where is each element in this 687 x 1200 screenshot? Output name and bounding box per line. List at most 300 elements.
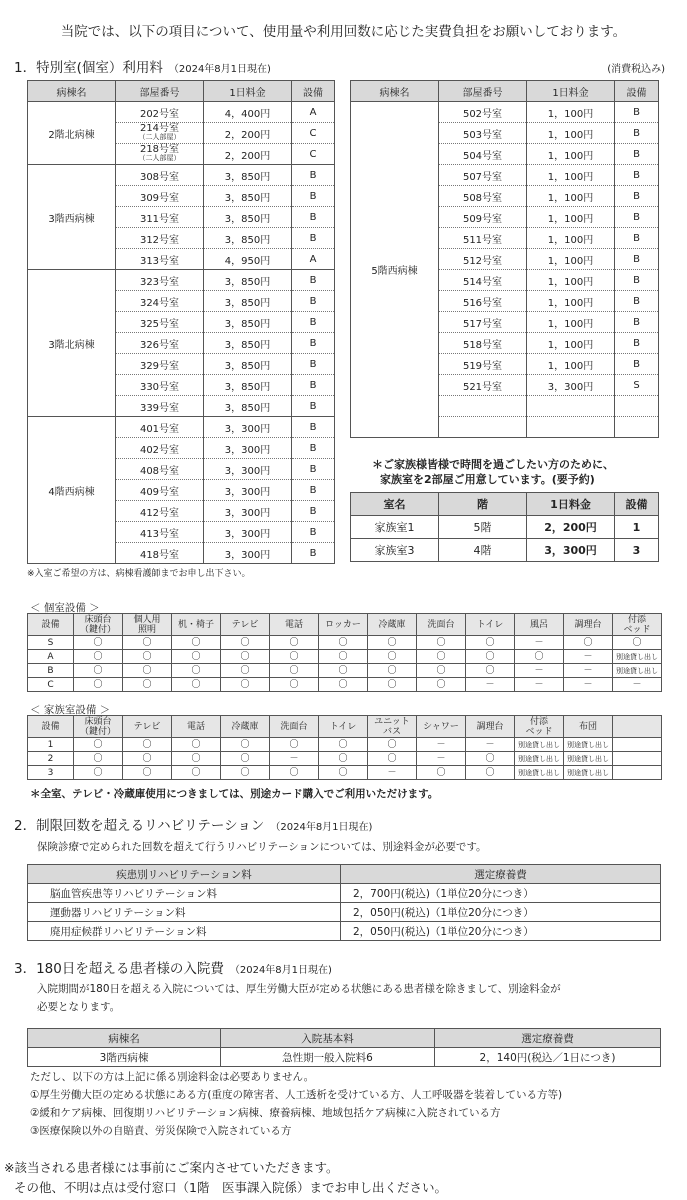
table-cell: 3 xyxy=(615,539,659,562)
room-number xyxy=(439,396,527,417)
table-cell: 〇 xyxy=(270,766,319,780)
table-cell: 〇 xyxy=(221,650,270,664)
daily-fee: 3，300円 xyxy=(204,417,292,438)
section3-desc-line1: 入院期間が180日を超える入院については、厚生労働大臣が定める状態にある患者様を除きまして、別途料金が xyxy=(37,983,561,995)
column-header: 病棟名 xyxy=(28,81,116,102)
equipment-grade: B xyxy=(292,417,335,438)
room-number-text: 214号室 xyxy=(139,123,180,134)
daily-fee: 1，100円 xyxy=(527,123,615,144)
private-equipment-table xyxy=(27,613,662,692)
column-header: 洗面台 xyxy=(417,614,466,636)
column-header: 個人用 照明 xyxy=(123,614,172,636)
room-number: 325号室 xyxy=(116,312,204,333)
room-number: 401号室 xyxy=(116,417,204,438)
column-header: ロッカー xyxy=(319,614,368,636)
table-cell: 家族室1 xyxy=(351,516,439,539)
table-row xyxy=(28,417,335,438)
column-header: 設備 xyxy=(28,716,74,738)
column-header: 選定療養費 xyxy=(341,865,661,884)
room-number: 323号室 xyxy=(116,270,204,291)
room-number: 329号室 xyxy=(116,354,204,375)
table-cell: A xyxy=(28,650,74,664)
equipment-grade: B xyxy=(292,459,335,480)
room-number: 504号室 xyxy=(439,144,527,165)
equipment-grade: B xyxy=(292,228,335,249)
table-cell: 2，200円 xyxy=(527,516,615,539)
room-number: 409号室 xyxy=(116,480,204,501)
column-header: 疾患別リハビリテーション料 xyxy=(28,865,341,884)
section3-desc-line2: 必要となります。 xyxy=(37,1001,121,1013)
column-header: テレビ xyxy=(221,614,270,636)
table-row xyxy=(351,539,659,562)
rehab-fee: 2，050円(税込)（1単位20分につき） xyxy=(341,903,661,922)
equipment-grade: S xyxy=(615,375,659,396)
ward-name: 3階北病棟 xyxy=(28,270,116,417)
table-cell: 5階 xyxy=(439,516,527,539)
table-cell: － xyxy=(270,752,319,766)
equipment-grade: B xyxy=(615,312,659,333)
table-cell: 〇 xyxy=(368,650,417,664)
daily-fee: 1，100円 xyxy=(527,228,615,249)
table-row xyxy=(351,516,659,539)
table-cell: 別途貸し出し xyxy=(564,752,613,766)
table-cell: 〇 xyxy=(172,738,221,752)
table-cell: 〇 xyxy=(123,678,172,692)
section1-heading xyxy=(14,56,271,76)
table-row xyxy=(28,678,662,692)
room-number: 518号室 xyxy=(439,333,527,354)
table-cell: 〇 xyxy=(319,678,368,692)
daily-fee: 3，850円 xyxy=(204,396,292,417)
table-cell: 〇 xyxy=(417,650,466,664)
section2-description: 保険診療で定められた回数を超えて行うリハビリテーションについては、別途料金が必要です。 xyxy=(37,841,487,853)
section3-heading xyxy=(14,957,332,977)
table-cell: 〇 xyxy=(368,752,417,766)
room-number: 521号室 xyxy=(439,375,527,396)
table-cell: 〇 xyxy=(221,636,270,650)
rehab-fee-table xyxy=(27,864,661,941)
room-fee-table-left xyxy=(27,80,335,564)
section3-description xyxy=(37,980,561,1016)
rehab-fee: 2，050円(税込)（1単位20分につき） xyxy=(341,922,661,941)
equipment-grade: B xyxy=(615,186,659,207)
equipment-grade: C xyxy=(292,144,335,165)
room-number: 311号室 xyxy=(116,207,204,228)
table-cell: 家族室3 xyxy=(351,539,439,562)
equipment-grade: B xyxy=(292,543,335,564)
condition-intro: ただし、以下の方は上記に係る別途料金は必要ありません。 xyxy=(30,1071,315,1083)
column-header: 電話 xyxy=(172,716,221,738)
table-cell: － xyxy=(613,678,662,692)
family-room-note xyxy=(372,457,614,487)
table-cell: 〇 xyxy=(319,650,368,664)
daily-fee: 4，950円 xyxy=(204,249,292,270)
family-note-line1: ＊ご家族様皆様で時間を過ごしたい方のために、 xyxy=(372,458,614,471)
equipment-grade: B xyxy=(615,144,659,165)
equipment-grade: B xyxy=(292,396,335,417)
equipment-grade: B xyxy=(292,165,335,186)
room-number: 508号室 xyxy=(439,186,527,207)
room-number: 312号室 xyxy=(116,228,204,249)
daily-fee: 1，100円 xyxy=(527,270,615,291)
daily-fee: 1，100円 xyxy=(527,249,615,270)
column-header: 部屋番号 xyxy=(116,81,204,102)
table-cell: 〇 xyxy=(368,678,417,692)
daily-fee: 3，300円 xyxy=(204,501,292,522)
footer-line1: ※該当される患者様には事前にご案内させていただきます。 xyxy=(4,1160,339,1175)
table-cell: － xyxy=(466,738,515,752)
table-cell: － xyxy=(417,752,466,766)
table-cell: 3階西病棟 xyxy=(28,1048,221,1067)
daily-fee: 3，300円 xyxy=(527,375,615,396)
table-cell: 〇 xyxy=(74,752,123,766)
column-header: 机・椅子 xyxy=(172,614,221,636)
daily-fee: 1，100円 xyxy=(527,333,615,354)
table-cell: 〇 xyxy=(466,650,515,664)
table-cell: 〇 xyxy=(172,636,221,650)
ward-name: 2階北病棟 xyxy=(28,102,116,165)
daily-fee: 3，850円 xyxy=(204,333,292,354)
room-number: 408号室 xyxy=(116,459,204,480)
rehab-type: 廃用症候群リハビリテーション料 xyxy=(28,922,341,941)
table-cell: 〇 xyxy=(368,664,417,678)
column-header: 設備 xyxy=(292,81,335,102)
daily-fee: 3，850円 xyxy=(204,186,292,207)
table-row xyxy=(28,102,335,123)
table-cell: 〇 xyxy=(172,664,221,678)
table-cell xyxy=(613,752,662,766)
daily-fee xyxy=(527,396,615,417)
table-cell: 急性期一般入院料6 xyxy=(221,1048,435,1067)
column-header: 風呂 xyxy=(515,614,564,636)
daily-fee: 1，100円 xyxy=(527,102,615,123)
table-row xyxy=(28,903,661,922)
daily-fee: 4，400円 xyxy=(204,102,292,123)
equipment-grade: B xyxy=(292,186,335,207)
table-cell: 別途貸し出し xyxy=(515,766,564,780)
table-cell: 〇 xyxy=(564,636,613,650)
table-cell: 〇 xyxy=(74,678,123,692)
column-header: 冷蔵庫 xyxy=(221,716,270,738)
table-cell: 〇 xyxy=(221,766,270,780)
equipment-grade xyxy=(615,417,659,438)
table-cell: 1 xyxy=(28,738,74,752)
table-row xyxy=(28,650,662,664)
table-cell: 別途貸し出し xyxy=(564,766,613,780)
equipment-grade: B xyxy=(615,102,659,123)
equipment-grade: B xyxy=(292,270,335,291)
room-number xyxy=(439,417,527,438)
table-cell: 〇 xyxy=(74,664,123,678)
table-row xyxy=(28,752,662,766)
table-cell: 〇 xyxy=(466,752,515,766)
daily-fee: 2，200円 xyxy=(204,144,292,165)
table-cell: 〇 xyxy=(74,766,123,780)
daily-fee xyxy=(527,417,615,438)
daily-fee: 2，200円 xyxy=(204,123,292,144)
table-cell: － xyxy=(515,678,564,692)
table-cell: 〇 xyxy=(270,650,319,664)
table-cell: 1 xyxy=(615,516,659,539)
daily-fee: 3，850円 xyxy=(204,207,292,228)
table-cell: 別途貸し出し xyxy=(515,752,564,766)
room-number: 511号室 xyxy=(439,228,527,249)
table-cell: 〇 xyxy=(319,766,368,780)
room-number: 324号室 xyxy=(116,291,204,312)
daily-fee: 3，300円 xyxy=(204,480,292,501)
family-room-table xyxy=(350,492,659,562)
daily-fee: 1，100円 xyxy=(527,144,615,165)
room-number xyxy=(116,123,204,144)
table-cell: 〇 xyxy=(123,664,172,678)
section3-title: 3．180日を超える患者様の入院費 xyxy=(14,961,224,977)
table-cell: 別途貸し出し xyxy=(613,664,662,678)
table-cell: 4階 xyxy=(439,539,527,562)
room-number: 308号室 xyxy=(116,165,204,186)
column-header: 1日料金 xyxy=(527,81,615,102)
column-header: シャワー xyxy=(417,716,466,738)
condition-1: ①厚生労働大臣の定める状態にある方(重度の障害者、人工透析を受けている方、人工呼吸器を装着している方等) xyxy=(30,1089,563,1101)
table-cell: 〇 xyxy=(270,678,319,692)
column-header: 病棟名 xyxy=(28,1029,221,1048)
column-header: 1日料金 xyxy=(204,81,292,102)
room-number: 512号室 xyxy=(439,249,527,270)
table-row xyxy=(28,922,661,941)
column-header: テレビ xyxy=(123,716,172,738)
table-cell: － xyxy=(466,678,515,692)
room-number: 418号室 xyxy=(116,543,204,564)
room-number: 309号室 xyxy=(116,186,204,207)
equipment-grade: C xyxy=(292,123,335,144)
table-cell: 〇 xyxy=(515,650,564,664)
daily-fee: 3，850円 xyxy=(204,165,292,186)
ward-name: 5階西病棟 xyxy=(351,102,439,438)
column-header: 設備 xyxy=(28,614,74,636)
table-cell: 〇 xyxy=(74,636,123,650)
table-cell: 〇 xyxy=(368,636,417,650)
equipment-grade: B xyxy=(292,375,335,396)
section1-date: （2024年8月1日現在) xyxy=(168,64,271,75)
table-cell: 〇 xyxy=(172,766,221,780)
section2-heading xyxy=(14,814,372,834)
daily-fee: 3，300円 xyxy=(204,543,292,564)
room-number: 507号室 xyxy=(439,165,527,186)
column-header: 付添 ベッド xyxy=(515,716,564,738)
column-header: トイレ xyxy=(466,614,515,636)
daily-fee: 3，300円 xyxy=(204,459,292,480)
equipment-grade: B xyxy=(615,291,659,312)
table-cell: 2 xyxy=(28,752,74,766)
column-header: 洗面台 xyxy=(270,716,319,738)
table-cell: 3，300円 xyxy=(527,539,615,562)
room-number: 503号室 xyxy=(439,123,527,144)
column-header: 入院基本料 xyxy=(221,1029,435,1048)
table-row xyxy=(28,1048,661,1067)
table-cell: － xyxy=(564,678,613,692)
table-cell: 〇 xyxy=(270,738,319,752)
section2-title: 2．制限回数を超えるリハビリテーション xyxy=(14,818,265,834)
table-cell: 〇 xyxy=(368,738,417,752)
table-cell: 〇 xyxy=(221,752,270,766)
equipment-grade: B xyxy=(615,228,659,249)
ward-name: 4階西病棟 xyxy=(28,417,116,564)
condition-3: ③医療保険以外の自賠責、労災保険で入院されている方 xyxy=(30,1125,292,1137)
table-cell: 〇 xyxy=(74,738,123,752)
section1-title: 1．特別室(個室）利用料 xyxy=(14,60,163,76)
daily-fee: 3，300円 xyxy=(204,522,292,543)
room-number: 517号室 xyxy=(439,312,527,333)
private-equipment-title: ＜ 個室設備 ＞ xyxy=(30,602,100,614)
table-cell xyxy=(613,738,662,752)
column-header: 設備 xyxy=(615,81,659,102)
table-cell: 〇 xyxy=(466,664,515,678)
table-row xyxy=(28,636,662,650)
table-cell: 〇 xyxy=(172,678,221,692)
equipment-grade: A xyxy=(292,249,335,270)
column-header: 電話 xyxy=(270,614,319,636)
room-number xyxy=(116,144,204,165)
column-header: 室名 xyxy=(351,493,439,516)
column-header: 付添 ベッド xyxy=(613,614,662,636)
tax-note: (消費税込み) xyxy=(607,64,665,75)
room-request-note: ※入室ご希望の方は、病棟看護師までお申し出下さい。 xyxy=(27,569,251,579)
table-cell: － xyxy=(515,636,564,650)
equipment-grade: B xyxy=(615,207,659,228)
equipment-grade: A xyxy=(292,102,335,123)
column-header xyxy=(613,716,662,738)
room-number: 402号室 xyxy=(116,438,204,459)
room-number: 516号室 xyxy=(439,291,527,312)
equipment-grade xyxy=(615,396,659,417)
rehab-type: 運動器リハビリテーション料 xyxy=(28,903,341,922)
table-row xyxy=(351,102,659,123)
equipment-grade: B xyxy=(292,501,335,522)
daily-fee: 3，850円 xyxy=(204,291,292,312)
equipment-grade: B xyxy=(615,123,659,144)
column-header: 布団 xyxy=(564,716,613,738)
daily-fee: 3，850円 xyxy=(204,354,292,375)
room-number: 202号室 xyxy=(116,102,204,123)
long-stay-fee-table xyxy=(27,1028,661,1067)
daily-fee: 1，100円 xyxy=(527,354,615,375)
column-header: 調理台 xyxy=(564,614,613,636)
equipment-grade: B xyxy=(615,165,659,186)
column-header: 部屋番号 xyxy=(439,81,527,102)
table-cell: 〇 xyxy=(613,636,662,650)
table-cell: － xyxy=(417,738,466,752)
table-cell: C xyxy=(28,678,74,692)
table-cell: 〇 xyxy=(123,636,172,650)
table-row xyxy=(28,165,335,186)
room-number: 509号室 xyxy=(439,207,527,228)
room-number-text: 218号室 xyxy=(139,144,180,155)
equipment-grade: B xyxy=(292,354,335,375)
room-number: 514号室 xyxy=(439,270,527,291)
column-header: ユニット バス xyxy=(368,716,417,738)
column-header: 1日料金 xyxy=(527,493,615,516)
column-header: 選定療養費 xyxy=(435,1029,661,1048)
footer-line2: その他、不明は点は受付窓口（1階 医事課入院係）までお申し出ください。 xyxy=(14,1180,447,1195)
column-header: 床頭台 （鍵付） xyxy=(74,614,123,636)
family-equipment-table xyxy=(27,715,662,780)
equipment-grade: B xyxy=(292,522,335,543)
column-header: 冷蔵庫 xyxy=(368,614,417,636)
equipment-grade: B xyxy=(292,480,335,501)
table-cell: 〇 xyxy=(270,636,319,650)
table-cell: 〇 xyxy=(319,738,368,752)
condition-2: ②緩和ケア病棟、回復期リハビリテーション病棟、療養病棟、地域包括ケア病棟に入院されている方 xyxy=(30,1107,501,1119)
section2-date: （2024年8月1日現在) xyxy=(270,822,373,833)
table-cell: 〇 xyxy=(417,766,466,780)
ward-name: 3階西病棟 xyxy=(28,165,116,270)
table-cell: 3 xyxy=(28,766,74,780)
equipment-grade: B xyxy=(615,249,659,270)
column-header: 設備 xyxy=(615,493,659,516)
table-cell: 〇 xyxy=(417,678,466,692)
room-number: 313号室 xyxy=(116,249,204,270)
footer xyxy=(4,1158,447,1198)
table-cell xyxy=(613,766,662,780)
table-cell: 〇 xyxy=(123,766,172,780)
room-number: 413号室 xyxy=(116,522,204,543)
column-header: 床頭台 （鍵付） xyxy=(74,716,123,738)
equipment-grade: B xyxy=(615,354,659,375)
daily-fee: 1，100円 xyxy=(527,165,615,186)
room-number: 330号室 xyxy=(116,375,204,396)
family-equipment-title: ＜ 家族室設備 ＞ xyxy=(30,704,111,716)
daily-fee: 1，100円 xyxy=(527,186,615,207)
column-header: 調理台 xyxy=(466,716,515,738)
table-cell: 〇 xyxy=(417,664,466,678)
table-cell: 〇 xyxy=(319,636,368,650)
table-row xyxy=(28,270,335,291)
daily-fee: 1，100円 xyxy=(527,207,615,228)
room-type-note: （二人部屋） xyxy=(138,154,181,162)
equipment-grade: B xyxy=(615,270,659,291)
column-header: 階 xyxy=(439,493,527,516)
daily-fee: 3，850円 xyxy=(204,312,292,333)
table-cell: 〇 xyxy=(74,650,123,664)
table-row xyxy=(28,664,662,678)
column-header: トイレ xyxy=(319,716,368,738)
table-cell: 〇 xyxy=(466,766,515,780)
room-type-note: （二人部屋） xyxy=(138,133,181,141)
table-cell: － xyxy=(368,766,417,780)
table-cell: 〇 xyxy=(172,752,221,766)
table-cell: 〇 xyxy=(123,752,172,766)
daily-fee: 3，850円 xyxy=(204,270,292,291)
daily-fee: 3，850円 xyxy=(204,375,292,396)
table-cell: 〇 xyxy=(319,752,368,766)
section3-conditions xyxy=(30,1068,562,1140)
table-cell: 〇 xyxy=(270,664,319,678)
table-cell: B xyxy=(28,664,74,678)
rehab-fee: 2，700円(税込)（1単位20分につき） xyxy=(341,884,661,903)
table-cell: 〇 xyxy=(123,650,172,664)
table-cell: 〇 xyxy=(319,664,368,678)
table-row xyxy=(28,738,662,752)
room-number: 412号室 xyxy=(116,501,204,522)
equipment-grade: B xyxy=(292,291,335,312)
room-number: 339号室 xyxy=(116,396,204,417)
table-cell: 〇 xyxy=(123,738,172,752)
table-cell: 〇 xyxy=(221,664,270,678)
room-fee-table-right xyxy=(350,80,659,438)
table-cell: － xyxy=(564,650,613,664)
equipment-grade: B xyxy=(292,333,335,354)
table-cell: 別途貸し出し xyxy=(613,650,662,664)
table-cell: 別途貸し出し xyxy=(564,738,613,752)
